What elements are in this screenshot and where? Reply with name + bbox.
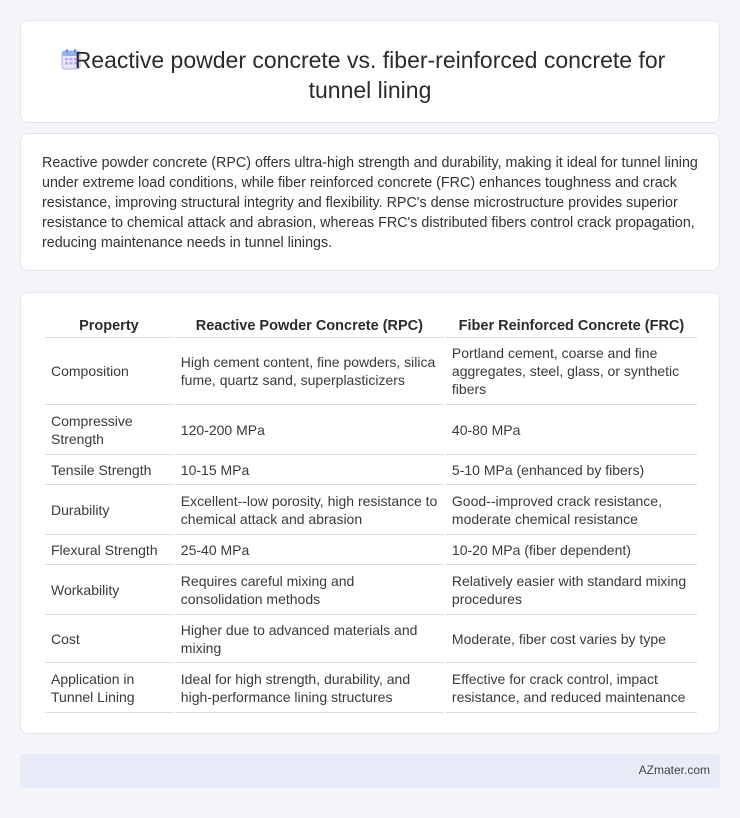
summary-paragraph: Reactive powder concrete (RPC) offers ultra-high strength and durability, making it ideal for tunnel lining under extreme load conditions, while fiber reinforced concrete (FRC) enhances toughness and crack resistance, improving structural integrity and flexibility. RPC's dense microstructure provides superior resistance to chemical attack and abrasion, whereas FRC's distributed fibers control crack propagation, reducing maintenance needs in tunnel linings. bbox=[42, 155, 698, 251]
frc-cell: Effective for crack control, impact resistance, and reduced maintenance bbox=[446, 663, 697, 713]
frc-cell: Relatively easier with standard mixing procedures bbox=[446, 565, 697, 615]
page-title: Reactive powder concrete vs. fiber-reinforced concrete for tunnel lining bbox=[74, 47, 666, 103]
summary-card bbox=[20, 133, 720, 271]
table-row bbox=[45, 615, 697, 663]
table-row bbox=[45, 535, 697, 565]
rpc-cell: Higher due to advanced materials and mixing bbox=[175, 615, 444, 663]
header-rpc: Reactive Powder Concrete (RPC) bbox=[175, 314, 444, 338]
frc-cell: Good--improved crack resistance, moderate chemical resistance bbox=[446, 485, 697, 535]
frc-cell: Portland cement, coarse and fine aggregates, steel, glass, or synthetic fibers bbox=[446, 338, 697, 405]
frc-cell: 10-20 MPa (fiber dependent) bbox=[446, 535, 697, 565]
property-cell: Cost bbox=[45, 615, 173, 663]
property-cell: Flexural Strength bbox=[45, 535, 173, 565]
property-cell: Durability bbox=[45, 485, 173, 535]
rpc-cell: 10-15 MPa bbox=[175, 455, 444, 485]
comparison-table bbox=[43, 314, 699, 713]
table-row bbox=[45, 565, 697, 615]
table-row bbox=[45, 485, 697, 535]
rpc-cell: 120-200 MPa bbox=[175, 405, 444, 455]
rpc-cell: High cement content, fine powders, silica fume, quartz sand, superplasticizers bbox=[175, 338, 444, 405]
property-cell: Compressive Strength bbox=[45, 405, 173, 455]
footer-site-link[interactable]: AZmater.com bbox=[638, 763, 710, 777]
footer-bar bbox=[20, 754, 720, 788]
title-card bbox=[20, 20, 720, 123]
table-row bbox=[45, 455, 697, 485]
rpc-cell: 25-40 MPa bbox=[175, 535, 444, 565]
frc-cell: Moderate, fiber cost varies by type bbox=[446, 615, 697, 663]
header-property: Property bbox=[45, 314, 173, 338]
rpc-cell: Excellent--low porosity, high resistance to chemical attack and abrasion bbox=[175, 485, 444, 535]
property-cell: Composition bbox=[45, 338, 173, 405]
frc-cell: 5-10 MPa (enhanced by fibers) bbox=[446, 455, 697, 485]
property-cell: Application in Tunnel Lining bbox=[45, 663, 173, 713]
rpc-cell: Ideal for high strength, durability, and high-performance lining structures bbox=[175, 663, 444, 713]
table-row bbox=[45, 663, 697, 713]
property-cell: Workability bbox=[45, 565, 173, 615]
header-frc: Fiber Reinforced Concrete (FRC) bbox=[446, 314, 697, 338]
rpc-cell: Requires careful mixing and consolidation methods bbox=[175, 565, 444, 615]
table-row bbox=[45, 405, 697, 455]
property-cell: Tensile Strength bbox=[45, 455, 173, 485]
frc-cell: 40-80 MPa bbox=[446, 405, 697, 455]
table-row bbox=[45, 338, 697, 405]
comparison-table-card bbox=[20, 292, 720, 734]
table-header-row bbox=[45, 314, 697, 338]
